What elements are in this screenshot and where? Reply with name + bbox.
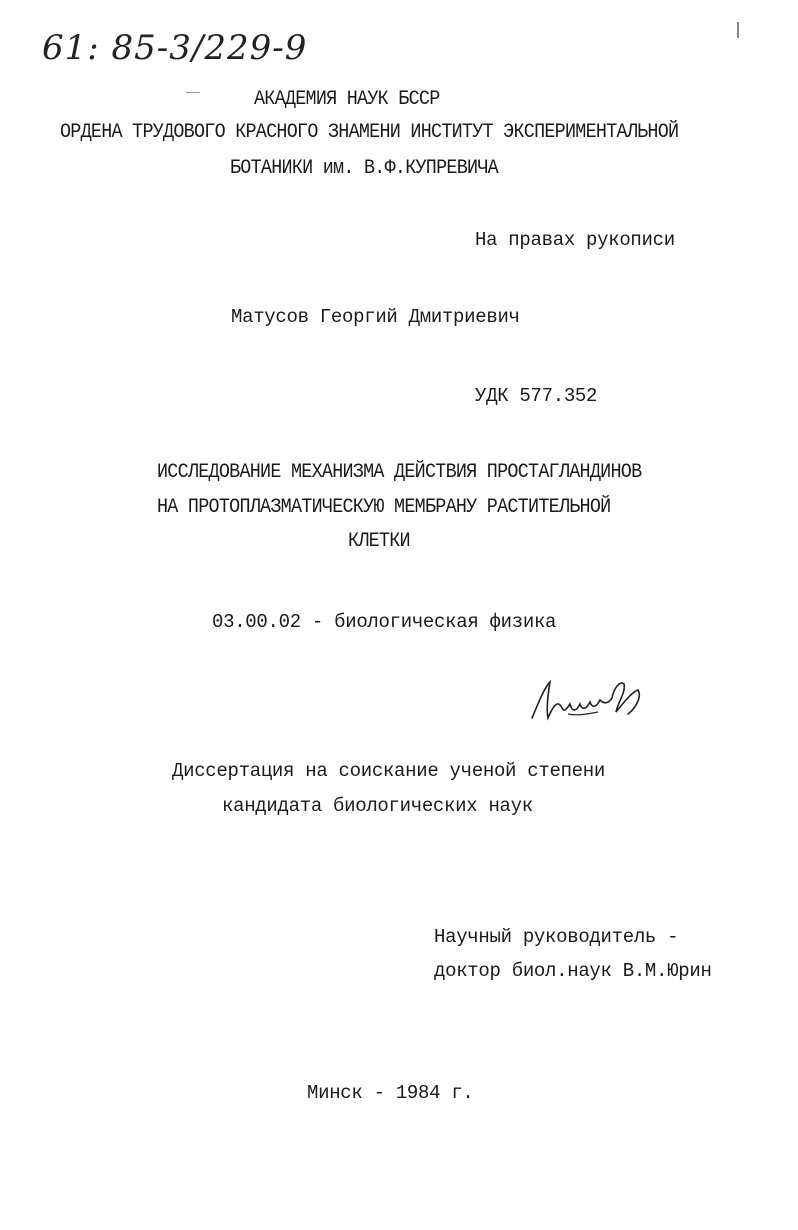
header-institute: ОРДЕНА ТРУДОВОГО КРАСНОГО ЗНАМЕНИ ИНСТИТУТ ЭКСПЕРИМЕНТАЛЬНОЙ: [60, 121, 679, 144]
scan-speck: [186, 92, 200, 93]
header-academy: АКАДЕМИЯ НАУК БССР: [254, 88, 440, 111]
signature: [528, 674, 658, 734]
supervisor-line-2: доктор биол.наук В.М.Юрин: [434, 960, 712, 982]
scan-speck: [737, 22, 739, 38]
dissertation-line-1: Диссертация на соискание ученой степени: [172, 760, 605, 782]
title-line-2: НА ПРОТОПЛАЗМАТИЧЕСКУЮ МЕМБРАНУ РАСТИТЕЛЬНОЙ: [157, 496, 611, 519]
supervisor-line-1: Научный руководитель -: [434, 926, 679, 948]
udc-code: УДК 577.352: [475, 385, 598, 407]
author-name: Матусов Георгий Дмитриевич: [231, 306, 520, 328]
archive-number-handwritten: 61: 85-3/229-9: [42, 28, 308, 68]
title-line-3: КЛЕТКИ: [348, 530, 410, 553]
dissertation-line-2: кандидата биологических наук: [222, 795, 533, 817]
title-line-1: ИССЛЕДОВАНИЕ МЕХАНИЗМА ДЕЙСТВИЯ ПРОСТАГЛАНДИНОВ: [157, 461, 642, 484]
specialty: 03.00.02 - биологическая физика: [212, 611, 557, 633]
place-year: Минск - 1984 г.: [307, 1082, 474, 1104]
header-botany: БОТАНИКИ им. В.Ф.КУПРЕВИЧА: [230, 157, 498, 180]
rights-note: На правах рукописи: [475, 229, 675, 251]
